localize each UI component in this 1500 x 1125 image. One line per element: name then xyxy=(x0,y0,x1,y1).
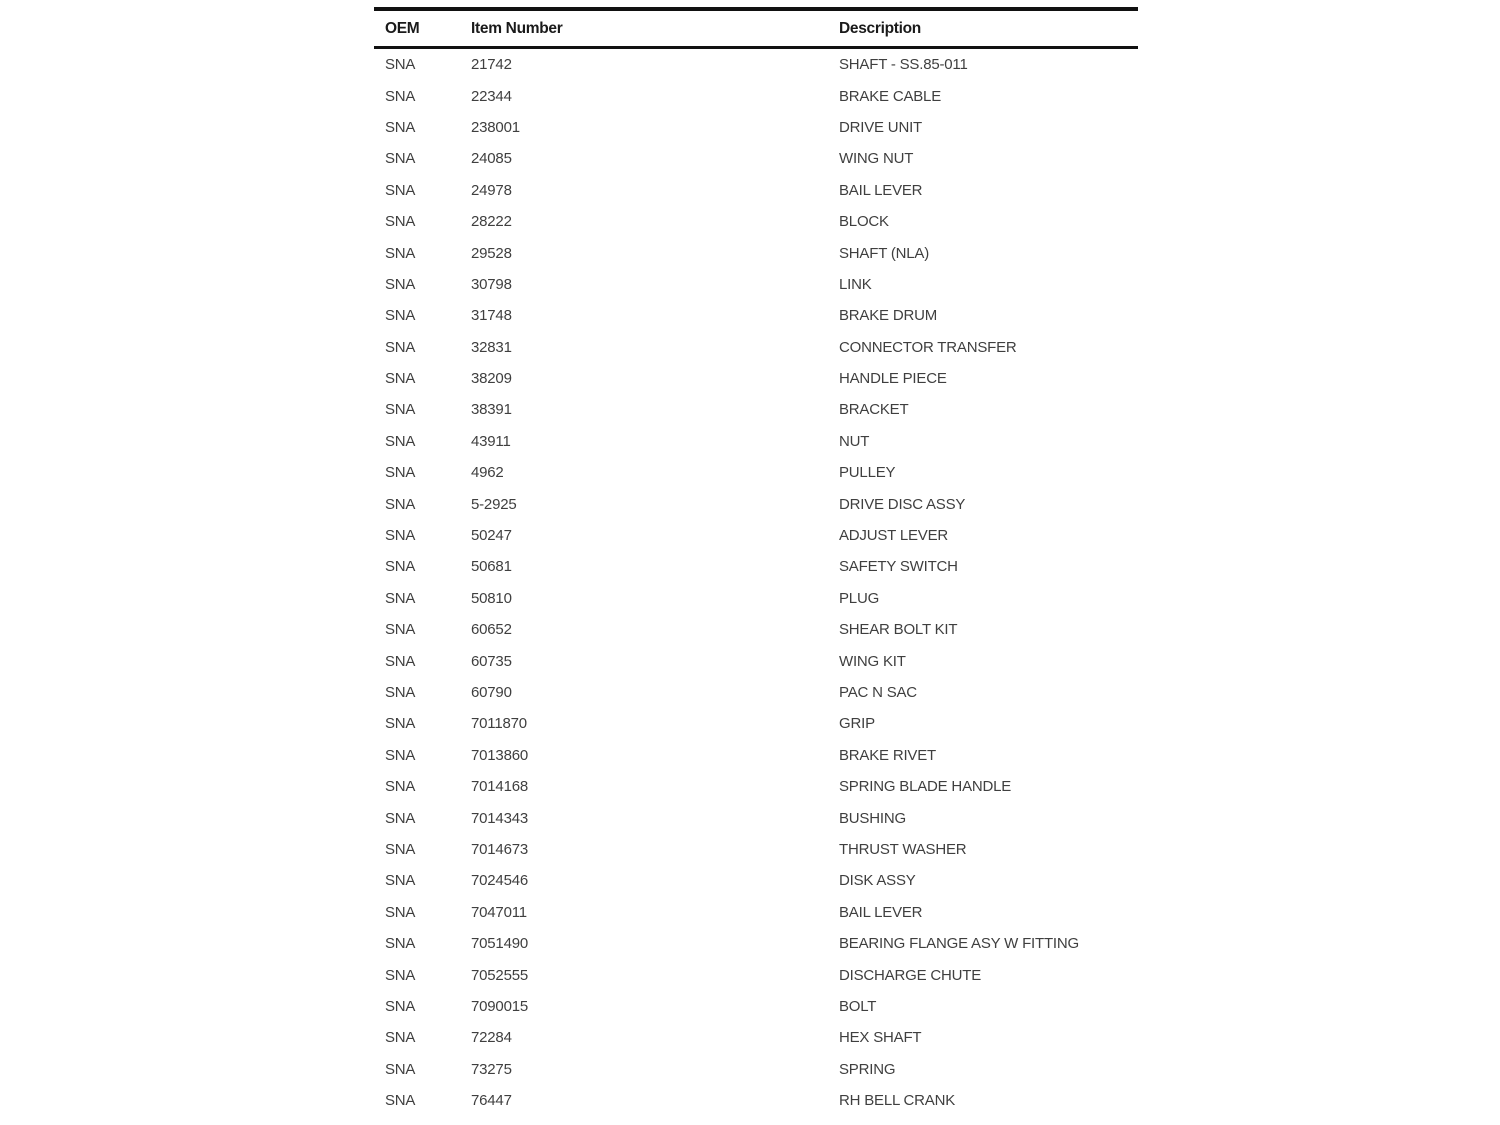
table-row xyxy=(374,991,1138,1022)
cell-description: PAC N SAC xyxy=(839,684,917,701)
cell-item-number: 60735 xyxy=(471,652,512,670)
cell-description: DRIVE DISC ASSY xyxy=(839,495,966,513)
cell-item-number: 7024546 xyxy=(471,872,528,890)
cell-oem: SNA xyxy=(385,464,416,482)
cell-description: BRAKE RIVET xyxy=(839,746,936,764)
cell-oem: SNA xyxy=(385,87,416,105)
cell-item-number: 7051490 xyxy=(471,935,528,953)
cell-description: BRAKE DRUM xyxy=(839,307,938,325)
cell-item-number: 22344 xyxy=(471,87,512,105)
table-row xyxy=(374,614,1138,645)
cell-item-number: 72284 xyxy=(471,1029,512,1047)
column-header-oem: OEM xyxy=(374,9,471,48)
cell-oem: SNA xyxy=(385,244,416,262)
table-row xyxy=(374,520,1138,551)
cell-item-number: 5-2925 xyxy=(471,495,517,513)
cell-oem: SNA xyxy=(385,307,416,325)
header-row xyxy=(374,9,1138,48)
cell-oem: SNA xyxy=(385,181,416,199)
table-row xyxy=(374,269,1138,300)
cell-oem: SNA xyxy=(385,746,416,764)
cell-description: PULLEY xyxy=(839,464,896,482)
cell-item-number: 50247 xyxy=(471,527,512,545)
table-row xyxy=(374,1085,1138,1116)
cell-description: GRIP xyxy=(839,715,875,733)
cell-item-number: 76447 xyxy=(471,1092,512,1110)
cell-description: SPRING BLADE HANDLE xyxy=(839,778,1012,796)
column-header-item-number: Item Number xyxy=(471,9,839,48)
cell-oem: SNA xyxy=(385,1060,416,1078)
cell-oem: SNA xyxy=(385,213,416,231)
cell-oem: SNA xyxy=(385,118,416,136)
cell-description: ADJUST LEVER xyxy=(839,527,949,545)
cell-description: THRUST WASHER xyxy=(839,840,967,858)
parts-table-container xyxy=(374,7,1138,1116)
cell-oem: SNA xyxy=(385,778,416,796)
table-row xyxy=(374,645,1138,676)
cell-description: HANDLE PIECE xyxy=(839,370,947,388)
cell-oem: SNA xyxy=(385,150,416,168)
cell-description: RH BELL CRANK xyxy=(839,1092,956,1110)
cell-item-number: 7047011 xyxy=(471,903,527,921)
table-row xyxy=(374,1054,1138,1085)
cell-oem: SNA xyxy=(385,997,416,1015)
cell-description: DISCHARGE CHUTE xyxy=(839,966,982,984)
table-row xyxy=(374,771,1138,802)
cell-item-number: 30798 xyxy=(471,275,512,293)
cell-oem: SNA xyxy=(385,558,416,576)
cell-oem: SNA xyxy=(385,621,416,639)
table-row xyxy=(374,583,1138,614)
cell-item-number: 24085 xyxy=(471,150,512,168)
cell-item-number: 38391 xyxy=(471,401,512,419)
cell-description: WING NUT xyxy=(839,150,914,168)
table-row xyxy=(374,488,1138,519)
cell-item-number: 4962 xyxy=(471,464,504,482)
cell-item-number: 7014343 xyxy=(471,809,528,827)
cell-item-number: 28222 xyxy=(471,213,512,231)
table-row xyxy=(374,551,1138,582)
cell-oem: SNA xyxy=(385,370,416,388)
cell-oem: SNA xyxy=(385,401,416,419)
table-row xyxy=(374,708,1138,739)
table-row xyxy=(374,206,1138,237)
cell-description: BRACKET xyxy=(839,401,909,419)
cell-oem: SNA xyxy=(385,1029,416,1047)
cell-description: WING KIT xyxy=(839,652,906,670)
cell-oem: SNA xyxy=(385,338,416,356)
cell-oem: SNA xyxy=(385,809,416,827)
parts-table xyxy=(374,7,1138,1116)
cell-item-number: 7090015 xyxy=(471,997,528,1015)
parts-table-header xyxy=(374,9,1138,48)
table-row xyxy=(374,143,1138,174)
cell-description: BEARING FLANGE ASY W FITTING xyxy=(839,935,1079,953)
cell-oem: SNA xyxy=(385,935,416,953)
cell-description: NUT xyxy=(839,432,870,450)
cell-description: PLUG xyxy=(839,589,880,607)
cell-oem: SNA xyxy=(385,432,416,450)
cell-oem: SNA xyxy=(385,1092,416,1110)
cell-item-number: 31748 xyxy=(471,307,512,325)
cell-description: BLOCK xyxy=(839,213,889,231)
table-row xyxy=(374,112,1138,143)
cell-description: BAIL LEVER xyxy=(839,903,923,921)
cell-oem: SNA xyxy=(385,684,416,701)
cell-item-number: 60652 xyxy=(471,621,512,639)
table-row xyxy=(374,426,1138,457)
cell-oem: SNA xyxy=(385,589,416,607)
table-row xyxy=(374,865,1138,896)
cell-item-number: 60790 xyxy=(471,684,512,701)
cell-oem: SNA xyxy=(385,495,416,513)
cell-oem: SNA xyxy=(385,715,416,733)
cell-description: SHEAR BOLT KIT xyxy=(839,621,958,639)
table-row xyxy=(374,80,1138,111)
cell-description: CONNECTOR TRANSFER xyxy=(839,338,1017,356)
cell-oem: SNA xyxy=(385,872,416,890)
table-row xyxy=(374,740,1138,771)
cell-item-number: 50681 xyxy=(471,558,512,576)
cell-oem: SNA xyxy=(385,652,416,670)
table-row xyxy=(374,928,1138,959)
cell-oem: SNA xyxy=(385,966,416,984)
cell-description: SHAFT (NLA) xyxy=(839,244,930,262)
cell-description: DISK ASSY xyxy=(839,872,916,890)
table-row xyxy=(374,332,1138,363)
table-row xyxy=(374,363,1138,394)
cell-item-number: 32831 xyxy=(471,338,512,356)
table-row xyxy=(374,300,1138,331)
cell-description: SHAFT - SS.85-011 xyxy=(839,56,968,74)
parts-table-body xyxy=(374,48,1138,1117)
cell-item-number: 50810 xyxy=(471,589,512,607)
cell-oem: SNA xyxy=(385,56,416,74)
cell-item-number: 7011870 xyxy=(471,715,527,733)
table-row xyxy=(374,834,1138,865)
cell-description: BRAKE CABLE xyxy=(839,87,942,105)
column-header-description: Description xyxy=(839,9,1138,48)
cell-item-number: 43911 xyxy=(471,432,511,450)
table-row xyxy=(374,802,1138,833)
cell-description: LINK xyxy=(839,275,872,293)
cell-description: BOLT xyxy=(839,997,877,1015)
cell-oem: SNA xyxy=(385,840,416,858)
cell-description: SAFETY SWITCH xyxy=(839,558,958,576)
cell-item-number: 238001 xyxy=(471,118,520,136)
table-row xyxy=(374,897,1138,928)
table-row xyxy=(374,237,1138,268)
cell-oem: SNA xyxy=(385,275,416,293)
cell-item-number: 21742 xyxy=(471,56,512,74)
cell-description: HEX SHAFT xyxy=(839,1029,922,1047)
table-row xyxy=(374,175,1138,206)
cell-oem: SNA xyxy=(385,527,416,545)
table-row xyxy=(374,457,1138,488)
table-row xyxy=(374,959,1138,990)
cell-description: BAIL LEVER xyxy=(839,181,923,199)
cell-item-number: 7014168 xyxy=(471,778,528,796)
table-row xyxy=(374,394,1138,425)
cell-description: BUSHING xyxy=(839,809,906,827)
cell-item-number: 7014673 xyxy=(471,840,528,858)
cell-item-number: 73275 xyxy=(471,1060,512,1078)
cell-item-number: 7052555 xyxy=(471,966,528,984)
cell-description: SPRING xyxy=(839,1060,896,1078)
cell-description: DRIVE UNIT xyxy=(839,118,923,136)
cell-item-number: 29528 xyxy=(471,244,512,262)
table-row xyxy=(374,1022,1138,1053)
cell-item-number: 24978 xyxy=(471,181,512,199)
table-row xyxy=(374,677,1138,708)
cell-oem: SNA xyxy=(385,903,416,921)
table-row xyxy=(374,48,1138,81)
cell-item-number: 7013860 xyxy=(471,746,528,764)
cell-item-number: 38209 xyxy=(471,370,512,388)
